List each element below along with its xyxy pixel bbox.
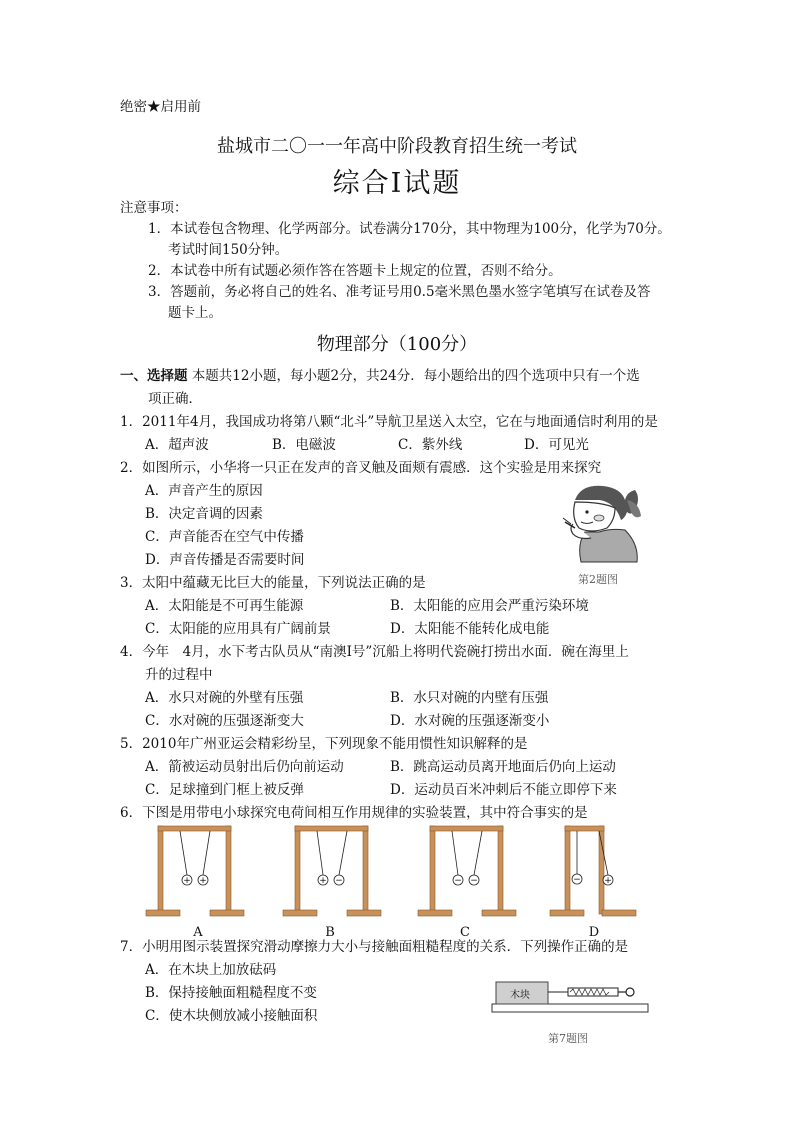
- spring-scale-icon: [568, 988, 634, 996]
- q5-option-d: D．运动员百米冲刺后不能立即停下来: [390, 782, 617, 798]
- q1-stem: 1．2011年4月，我国成功将第八颗“北斗”导航卫星送入太空，它在与地面通信时利用的是: [120, 414, 658, 430]
- q5-option-b: B．跳高运动员离开地面后仍向上运动: [390, 759, 616, 775]
- note-3-cont: 题卡上。: [168, 305, 222, 321]
- board: [492, 1004, 648, 1012]
- q4-stem-cont: 升的过程中: [145, 667, 213, 683]
- exam-title: 盐城市二〇一一年高中阶段教育招生统一考试: [217, 136, 577, 157]
- label-c: C: [460, 925, 470, 940]
- charge-b-right: −: [335, 876, 343, 886]
- q7-option-a: A．在木块上加放砝码: [145, 962, 277, 978]
- part1-intro: [120, 367, 640, 385]
- q1-option-c: C．紫外线: [398, 437, 463, 453]
- note-1: 1．本试卷包含物理、化学两部分。试卷满分170分，其中物理为100分，化学为70分。: [148, 221, 671, 237]
- q2-option-c: C．声音能否在空气中传播: [145, 529, 304, 545]
- q3-option-c: C．太阳能的应用具有广阔前景: [145, 621, 331, 637]
- label-d: D: [588, 925, 600, 940]
- q2-stem: 2．如图所示，小华将一只正在发声的音叉触及面颊有震感．这个实验是用来探究: [120, 460, 602, 476]
- q7-caption: 第7题图: [548, 1032, 588, 1045]
- q3-option-a: A．太阳能是不可再生能源: [145, 598, 304, 614]
- q5-option-c: C．足球撞到门框上被反弹: [145, 782, 304, 798]
- label-a: A: [193, 925, 203, 940]
- q2-option-b: B．决定音调的因素: [145, 506, 263, 522]
- q7-friction-figure: [490, 972, 650, 1018]
- stand-b: [283, 826, 381, 916]
- exam-subtitle: 综合Ⅰ试题: [332, 168, 462, 199]
- q6-stem: 6．下图是用带电小球探究电荷间相互作用规律的实验装置，其中符合事实的是: [120, 805, 588, 821]
- section-title: 物理部分（100分）: [316, 334, 478, 355]
- charge-d-left: −: [573, 875, 581, 885]
- q2-option-d: D．声音传播是否需要时间: [145, 552, 305, 568]
- note-2: 2．本试卷中所有试题必须作答在答题卡上规定的位置，否则不给分。: [148, 263, 562, 279]
- q4-stem: 4．今年 4月，水下考古队员从“南澳Ⅰ号”沉船上将明代瓷碗打捞出水面．碗在海里上: [120, 644, 629, 660]
- charge-c-right: −: [470, 876, 478, 886]
- charge-b-left: +: [319, 876, 327, 886]
- q4-option-b: B．水只对碗的内壁有压强: [390, 690, 549, 706]
- q6-charged-balls-figure: [140, 822, 650, 942]
- part1-instructions: 本题共12小题，每小题2分，共24分．每小题给出的四个选项中只有一个选: [191, 368, 640, 384]
- girl-tuning-fork-figure: [555, 482, 645, 564]
- q2-caption: 第2题图: [578, 573, 618, 586]
- note-1-cont: 考试时间150分钟。: [168, 242, 289, 258]
- note-3: 3．答题前，务必将自己的姓名、准考证号用0.5毫米黑色墨水签字笔填写在试卷及答: [148, 284, 651, 300]
- wood-block-label: 木块: [510, 990, 530, 1001]
- q7-stem: 7．小明用图示装置探究滑动摩擦力大小与接触面粗糙程度的关系．下列操作正确的是: [120, 939, 629, 955]
- stand-c: [418, 826, 516, 916]
- q3-option-d: D．太阳能不能转化成电能: [390, 621, 550, 637]
- stand-d: [550, 826, 636, 916]
- part1-label: 一、选择题: [120, 368, 188, 384]
- q4-option-d: D．水对碗的压强逐渐变小: [390, 713, 550, 729]
- charge-c-left: −: [454, 876, 462, 886]
- q1-option-b: B．电磁波: [272, 437, 336, 453]
- q4-option-c: C．水对碗的压强逐渐变大: [145, 713, 304, 729]
- q1-option-a: A．超声波: [145, 437, 209, 453]
- label-b: B: [325, 925, 335, 940]
- confidential-mark: 绝密★启用前: [120, 99, 201, 115]
- q4-option-a: A．水只对碗的外壁有压强: [145, 690, 304, 706]
- q3-stem: 3．太阳中蕴藏无比巨大的能量，下列说法正确的是: [120, 575, 426, 591]
- q5-option-a: A．箭被运动员射出后仍向前运动: [145, 759, 344, 775]
- part1-instructions-cont: 项正确．: [148, 391, 202, 407]
- charge-d-right: +: [604, 876, 612, 886]
- q7-option-b: B．保持接触面粗糙程度不变: [145, 985, 317, 1001]
- q7-option-c: C．使木块侧放减小接触面积: [145, 1008, 318, 1024]
- q2-option-a: A．声音产生的原因: [145, 483, 263, 499]
- stand-a: [146, 826, 244, 916]
- charge-a-right: +: [199, 876, 207, 886]
- q1-option-d: D．可见光: [524, 437, 589, 453]
- q5-stem: 5．2010年广州亚运会精彩纷呈，下列现象不能用惯性知识解释的是: [120, 736, 528, 752]
- q3-option-b: B．太阳能的应用会严重污染环境: [390, 598, 589, 614]
- notes-heading: 注意事项：: [120, 200, 188, 216]
- charge-a-left: +: [183, 876, 191, 886]
